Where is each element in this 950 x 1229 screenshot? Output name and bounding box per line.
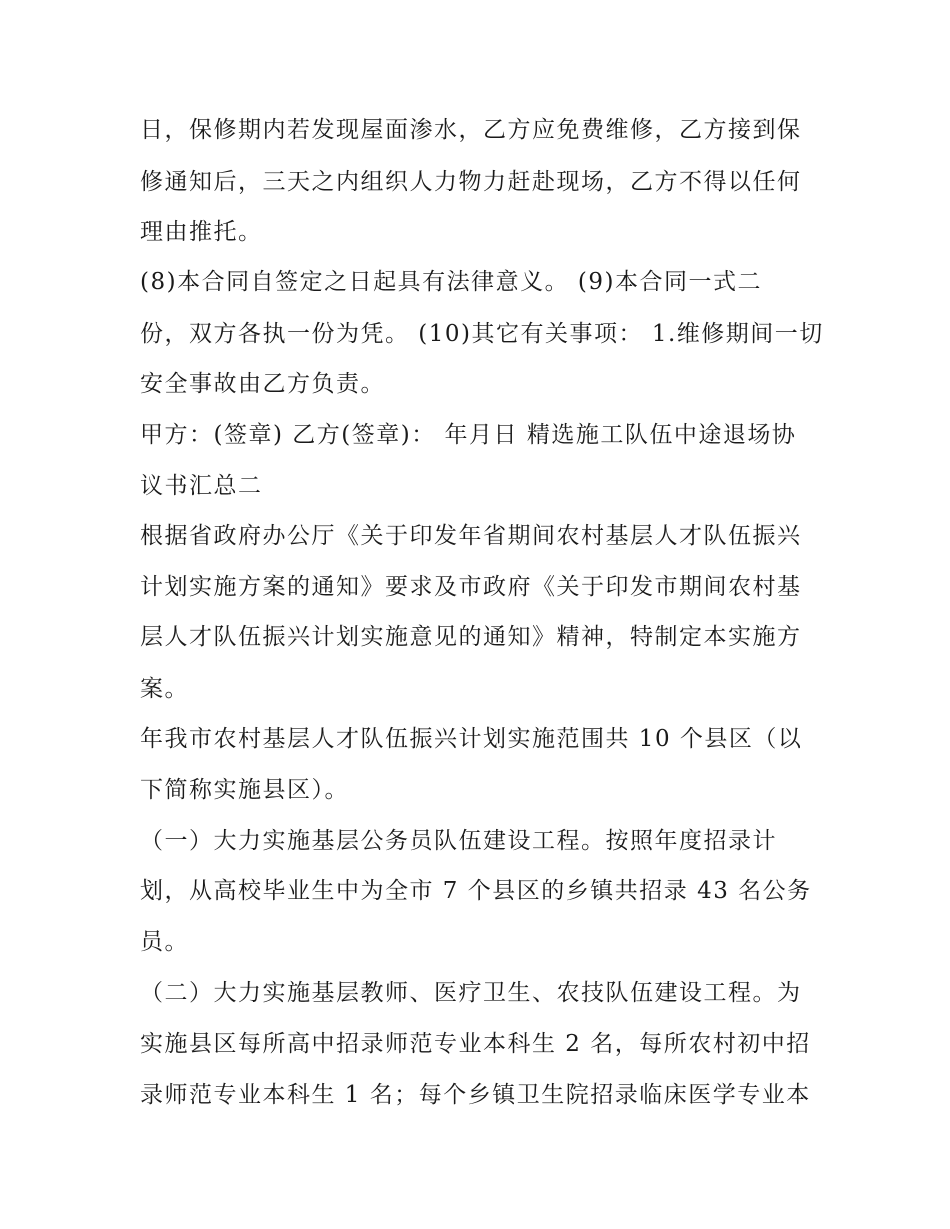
text-line: 员。 [140,929,189,955]
text-line: (8)本合同自签定之日起具有法律意义。 (9)本合同一式二 [140,269,762,295]
text-line: 份，双方各执一份为凭。 (10)其它有关事项： 1.维修期间一切 [140,321,824,347]
text-line: （一）大力实施基层公务员队伍建设工程。按照年度招录计 [140,828,777,854]
text-line: 日，保修期内若发现屋面渗水，乙方应免费维修，乙方接到保 [140,117,802,143]
text-line: 根据省政府办公厅《关于印发年省期间农村基层人才队伍振兴 [140,523,802,549]
text-line: 议书汇总二 [140,473,263,499]
text-line: 下简称实施县区）。 [140,777,349,803]
text-line: 录师范专业本科生 1 名；每个乡镇卫生院招录临床医学专业本 [140,1082,811,1108]
text-line: 实施县区每所高中招录师范专业本科生 2 名，每所农村初中招 [140,1031,811,1057]
text-line: 案。 [140,676,189,702]
text-line: 修通知后，三天之内组织人力物力赶赴现场，乙方不得以任何 [140,169,802,195]
text-line: 甲方：(签章) 乙方(签章)： 年月日 精选施工队伍中途退场协 [140,422,797,448]
text-line: 计划实施方案的通知》要求及市政府《关于印发市期间农村基 [140,574,802,600]
text-line: 理由推托。 [140,219,263,245]
text-line: 年我市农村基层人才队伍振兴计划实施范围共 10 个县区（以 [140,726,803,752]
text-line: （二）大力实施基层教师、医疗卫生、农技队伍建设工程。为 [140,980,802,1006]
text-line: 划，从高校毕业生中为全市 7 个县区的乡镇共招录 43 名公务 [140,878,812,904]
text-line: 安全事故由乙方负责。 [140,371,385,397]
text-line: 层人才队伍振兴计划实施意见的通知》精神，特制定本实施方 [140,624,802,650]
